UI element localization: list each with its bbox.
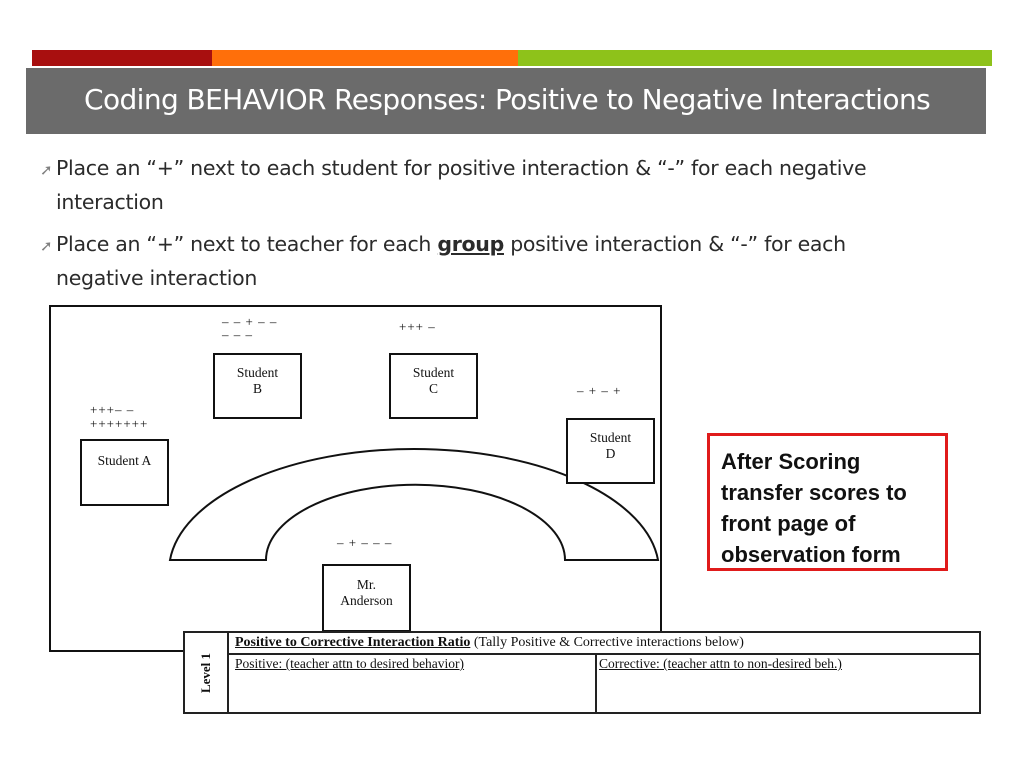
student-a-tally-2: +++++++ bbox=[90, 416, 149, 431]
student-b-label-line2: B bbox=[252, 381, 262, 396]
teacher-label-line2: Anderson bbox=[340, 593, 393, 608]
slide-title: Coding BEHAVIOR Responses: Positive to Negative Interactions bbox=[84, 83, 931, 116]
bullet-1-text: Place an “+” next to each student for positive interaction & “-” for each negative interaction bbox=[56, 156, 867, 214]
bullet-2-emphasis: group bbox=[437, 232, 504, 256]
positive-label: Positive: (teacher attn to desired behavior) bbox=[235, 656, 465, 671]
student-d-tally: – + – + bbox=[577, 383, 622, 398]
transfer-note bbox=[707, 433, 948, 571]
corrective-label: Corrective: (teacher attn to non-desired beh.) bbox=[599, 656, 842, 671]
observation-form-excerpt bbox=[183, 631, 981, 714]
student-d-label-line2: D bbox=[605, 446, 616, 461]
bullet-arrow-icon: ➚ bbox=[40, 237, 53, 255]
student-a-label: Student A bbox=[97, 453, 152, 468]
form-header-rest: (Tally Positive & Corrective interactions below) bbox=[470, 635, 744, 650]
note-line-4: observation form bbox=[721, 542, 901, 567]
student-a-seat bbox=[80, 439, 169, 506]
note-line-2: transfer scores to bbox=[721, 480, 907, 505]
student-b-label-line1: Student bbox=[236, 365, 279, 380]
form-header-row bbox=[229, 633, 979, 655]
positive-cell bbox=[229, 655, 597, 712]
form-header-bold: Positive to Corrective Interaction Ratio bbox=[235, 635, 471, 650]
level-column bbox=[185, 633, 229, 712]
bullet-2-text-post: positive interaction & “-” for each negative interaction bbox=[56, 232, 846, 290]
student-b-tally-1: – – + – – bbox=[222, 314, 278, 329]
bullet-2-text-pre: Place an “+” next to teacher for each bbox=[56, 232, 438, 256]
teacher-label-line1: Mr. bbox=[356, 577, 377, 592]
corrective-cell bbox=[591, 655, 979, 712]
student-c-label-line1: Student bbox=[412, 365, 455, 380]
note-line-3: front page of bbox=[721, 511, 856, 536]
student-d-seat bbox=[566, 418, 655, 484]
bullet-arrow-icon: ➚ bbox=[40, 161, 53, 179]
student-c-label-line2: C bbox=[428, 381, 438, 396]
student-b-seat bbox=[213, 353, 302, 419]
student-d-label-line1: Student bbox=[589, 430, 632, 445]
level-label: Level 1 bbox=[198, 652, 213, 693]
teacher-seat bbox=[322, 564, 411, 632]
teacher-tally: – + – – – bbox=[337, 535, 393, 550]
note-line-1: After Scoring bbox=[721, 449, 861, 474]
student-c-seat bbox=[389, 353, 478, 419]
student-a-tally-1: +++– – bbox=[90, 402, 135, 417]
student-b-tally-2: – – – bbox=[222, 327, 253, 342]
student-c-tally: +++ – bbox=[399, 319, 436, 334]
